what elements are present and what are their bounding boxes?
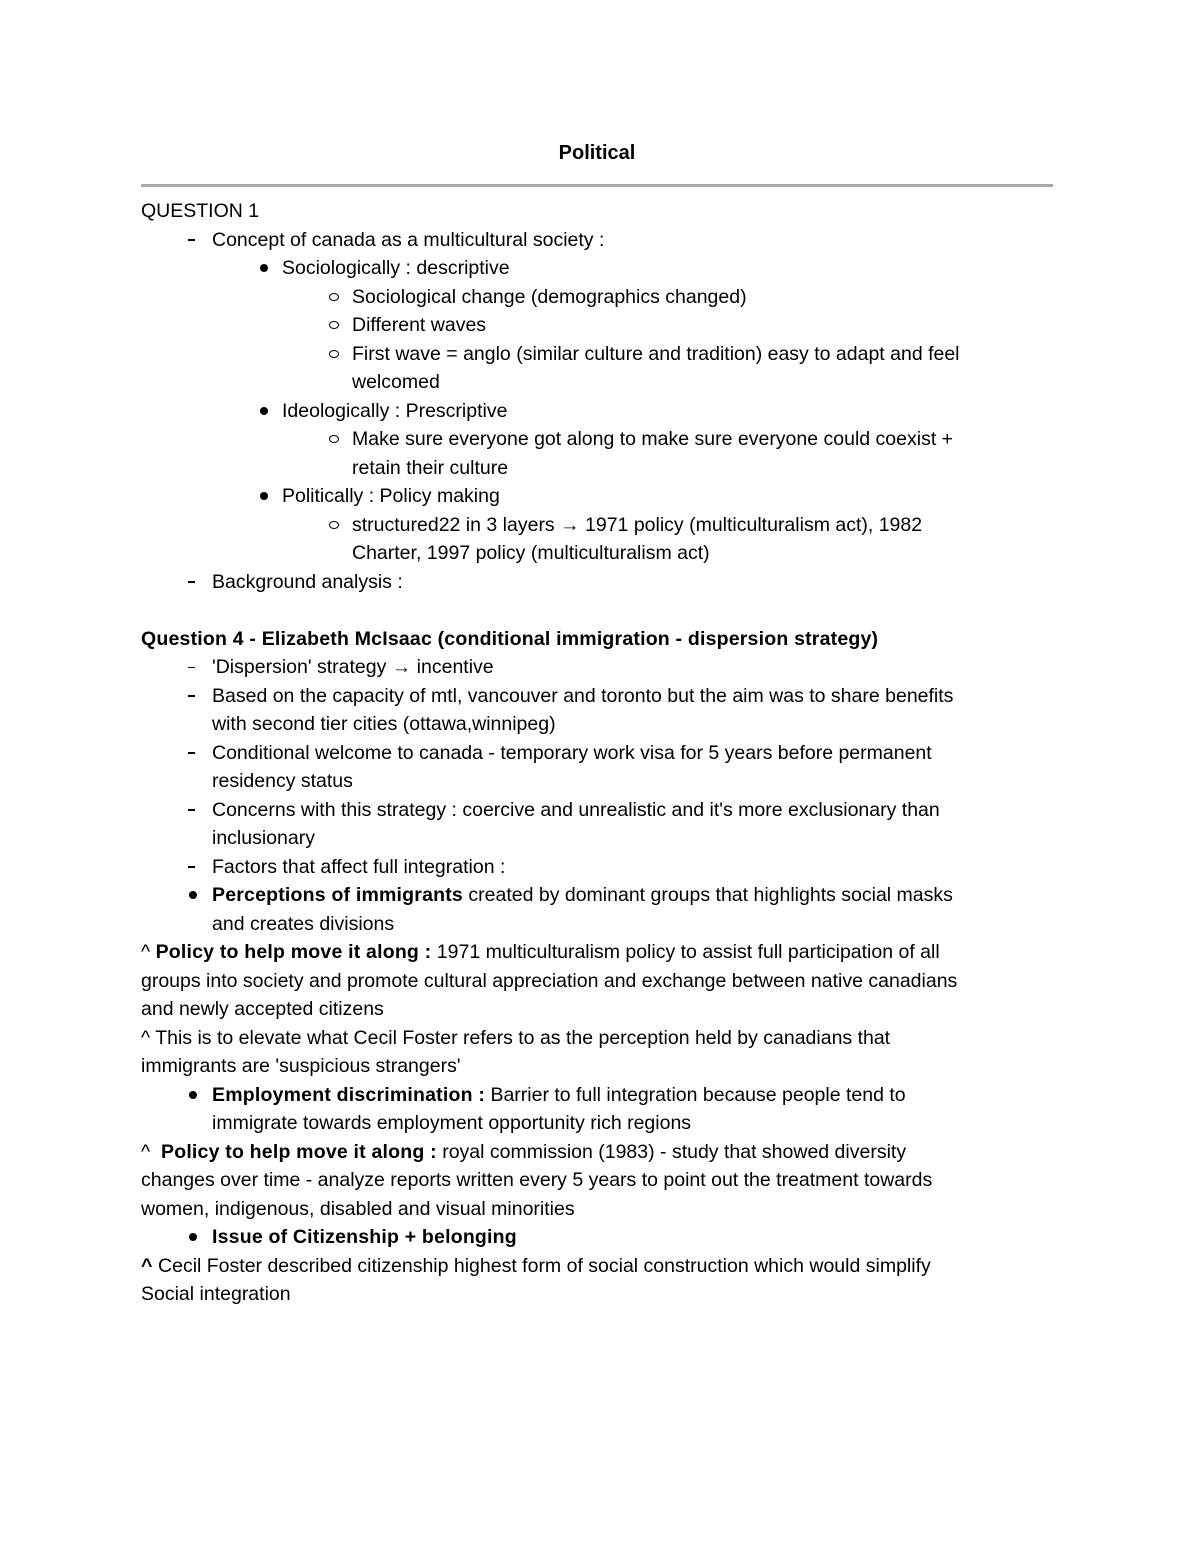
hollow-bullet-icon <box>329 521 339 529</box>
elevate-note-continuation: immigrants are 'suspicious strangers' <box>141 1055 461 1077</box>
hollow-bullet-icon <box>329 435 339 443</box>
q4-list-item: Concerns with this strategy : coercive and unrealistic and it's more exclusionary than <box>141 796 1053 825</box>
q1-sub-item-sociologically: Sociologically : descriptive <box>141 254 1053 283</box>
document-page <box>141 138 1053 1309</box>
policy-note-1-continuation: and newly accepted citizens <box>141 998 384 1020</box>
filled-bullet-icon <box>189 1091 197 1099</box>
filled-bullet-icon <box>260 492 268 500</box>
policy-note-2: ^ Policy to help move it along : royal commission (1983) - study that showed diversity <box>141 1140 907 1163</box>
q1-detail: Sociological change (demographics changed) <box>141 283 1053 312</box>
factor-perceptions: Perceptions of immigrants created by dominant groups that highlights social masks <box>141 881 1053 910</box>
q1-detail: First wave = anglo (similar culture and tradition) easy to adapt and feel <box>141 340 1053 369</box>
dash-bullet-icon <box>188 667 195 669</box>
q4-list-item: Conditional welcome to canada - temporary work visa for 5 years before permanent <box>141 739 1053 768</box>
q1-detail: Different waves <box>141 311 1053 340</box>
q4-list-item: Based on the capacity of mtl, vancouver and toronto but the aim was to share benefits <box>141 682 1053 711</box>
filled-bullet-icon <box>260 264 268 272</box>
policy-note-1-continuation: groups into society and promote cultural appreciation and exchange between native canadians <box>141 969 958 992</box>
factor-employment-continuation: immigrate towards employment opportunity rich regions <box>212 1112 692 1134</box>
q4-list-item: 'Dispersion' strategy → incentive <box>141 653 1053 682</box>
page-title: Political <box>558 142 636 164</box>
hollow-bullet-icon <box>329 350 339 358</box>
factor-employment: Employment discrimination : Barrier to full integration because people tend to <box>141 1081 1053 1110</box>
blank-line <box>141 596 1053 625</box>
q1-sub-item-politically: Politically : Policy making <box>141 482 1053 511</box>
q4-list-item: Factors that affect full integration : <box>141 853 1053 882</box>
hollow-bullet-icon <box>329 321 339 329</box>
q1-detail: Make sure everyone got along to make sure everyone could coexist + <box>141 425 1053 454</box>
q1-list-item: Concept of canada as a multicultural society : <box>141 226 1053 255</box>
q4-list-item-continuation: inclusionary <box>212 827 315 849</box>
question-4-heading: Question 4 - Elizabeth McIsaac (conditional immigration - dispersion strategy) <box>141 627 879 650</box>
q1-detail: structured22 in 3 layers → 1971 policy (multiculturalism act), 1982 <box>141 511 1053 540</box>
q1-detail-continuation: welcomed <box>352 371 440 393</box>
dash-bullet-icon <box>188 239 195 241</box>
dash-bullet-icon <box>188 581 195 583</box>
filled-bullet-icon <box>260 407 268 415</box>
policy-note-2-continuation: women, indigenous, disabled and visual minorities <box>141 1197 575 1220</box>
hollow-bullet-icon <box>329 293 339 301</box>
filled-bullet-icon <box>189 891 197 899</box>
factor-perceptions-continuation: and creates divisions <box>212 912 395 935</box>
dash-bullet-icon <box>188 866 195 868</box>
q1-list-item: Background analysis : <box>141 568 1053 597</box>
q1-detail-continuation: retain their culture <box>352 456 509 479</box>
question-1-heading: QUESTION 1 <box>141 200 260 222</box>
policy-note-2-continuation: changes over time - analyze reports written every 5 years to point out the treatment towards <box>141 1169 933 1191</box>
filled-bullet-icon <box>189 1233 197 1241</box>
q1-sub-item-ideologically: Ideologically : Prescriptive <box>141 397 1053 426</box>
foster-note: ^ Cecil Foster described citizenship highest form of social construction which would simplify <box>141 1254 931 1277</box>
q4-list-item-continuation: with second tier cities (ottawa,winnipeg) <box>212 713 556 735</box>
q4-list-item-continuation: residency status <box>212 770 353 792</box>
dash-bullet-icon <box>188 695 195 697</box>
elevate-note: ^ This is to elevate what Cecil Foster refers to as the perception held by canadians that <box>141 1026 891 1049</box>
q1-detail-continuation: Charter, 1997 policy (multiculturalism act) <box>352 542 710 564</box>
factor-citizenship: Issue of Citizenship + belonging <box>141 1223 1053 1252</box>
policy-note-1: ^ Policy to help move it along : 1971 multiculturalism policy to assist full participation of all <box>141 941 940 963</box>
dash-bullet-icon <box>188 752 195 754</box>
dash-bullet-icon <box>188 809 195 811</box>
title-divider <box>141 184 1053 187</box>
foster-note-continuation: Social integration <box>141 1283 291 1305</box>
